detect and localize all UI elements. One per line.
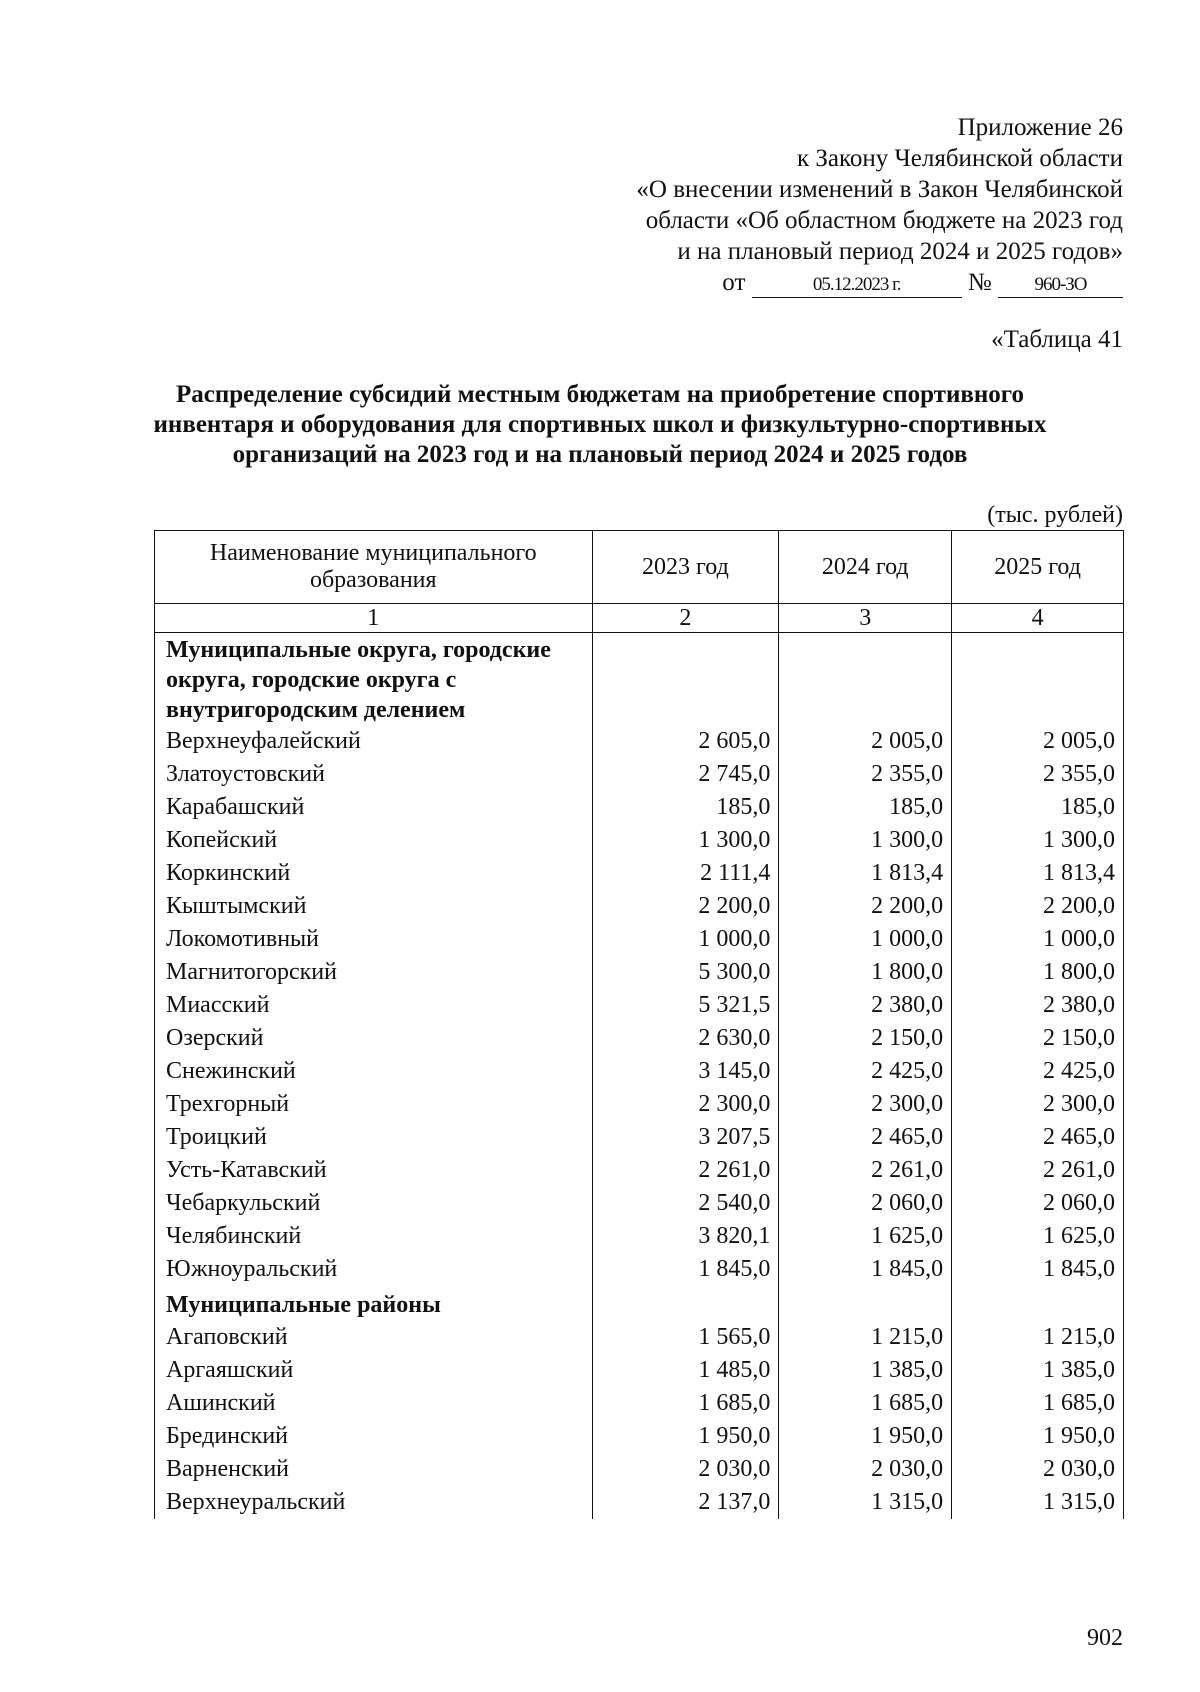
units-label: (тыс. рублей) (987, 502, 1123, 528)
amount-cell: 2 261,0 (592, 1154, 779, 1187)
annex-line: и на плановый период 2024 и 2025 годов» (677, 238, 1123, 265)
column-number: 3 (779, 604, 952, 633)
date-prefix: от (722, 269, 746, 296)
amount-cell: 2 465,0 (952, 1121, 1124, 1154)
municipality-name: Карабашский (155, 791, 593, 824)
table-row (155, 890, 1124, 923)
subsidy-table (154, 530, 1124, 1519)
table-body (155, 633, 1124, 1520)
table-row (155, 857, 1124, 890)
amount-cell: 2 425,0 (952, 1055, 1124, 1088)
amount-cell: 2 261,0 (952, 1154, 1124, 1187)
amount-cell: 1 215,0 (952, 1321, 1124, 1354)
header-2024: 2024 год (779, 531, 952, 604)
column-number: 1 (155, 604, 593, 633)
law-date-number (636, 267, 1123, 298)
number-sign: № (967, 269, 992, 296)
table-row (155, 1220, 1124, 1253)
amount-cell: 2 465,0 (779, 1121, 952, 1154)
table-row (155, 758, 1124, 791)
table-row (155, 1453, 1124, 1486)
table-row (155, 1321, 1124, 1354)
header-row (155, 531, 1124, 604)
municipality-name: Златоустовский (155, 758, 593, 791)
table-row (155, 824, 1124, 857)
table-row (155, 1387, 1124, 1420)
amount-cell: 185,0 (592, 791, 779, 824)
amount-cell: 2 380,0 (779, 989, 952, 1022)
amount-cell: 2 630,0 (592, 1022, 779, 1055)
municipality-name: Аргаяшский (155, 1354, 593, 1387)
municipality-name: Южноуральский (155, 1253, 593, 1286)
table-row (155, 956, 1124, 989)
amount-cell: 2 300,0 (779, 1088, 952, 1121)
amount-cell: 3 820,1 (592, 1220, 779, 1253)
amount-cell: 1 845,0 (779, 1253, 952, 1286)
amount-cell: 2 745,0 (592, 758, 779, 791)
annex-line: к Закону Челябинской области (797, 145, 1123, 172)
table-row (155, 1154, 1124, 1187)
amount-cell: 1 685,0 (779, 1387, 952, 1420)
empty-cell (952, 633, 1124, 726)
amount-cell: 2 200,0 (592, 890, 779, 923)
amount-cell: 185,0 (952, 791, 1124, 824)
amount-cell: 1 950,0 (592, 1420, 779, 1453)
amount-cell: 1 565,0 (592, 1321, 779, 1354)
table-row (155, 1055, 1124, 1088)
column-number: 2 (592, 604, 779, 633)
municipality-name: Озерский (155, 1022, 593, 1055)
title-line: организаций на 2023 год и на плановый период 2024 и 2025 годов (232, 441, 968, 468)
document-title (100, 380, 1100, 470)
amount-cell: 1 000,0 (592, 923, 779, 956)
header-2025: 2025 год (952, 531, 1124, 604)
amount-cell: 2 540,0 (592, 1187, 779, 1220)
table-row (155, 1253, 1124, 1286)
municipality-name: Агаповский (155, 1321, 593, 1354)
municipality-name: Брединский (155, 1420, 593, 1453)
amount-cell: 1 813,4 (952, 857, 1124, 890)
empty-cell (779, 1286, 952, 1321)
amount-cell: 1 000,0 (952, 923, 1124, 956)
amount-cell: 1 845,0 (592, 1253, 779, 1286)
amount-cell: 1 315,0 (952, 1486, 1124, 1519)
amount-cell: 2 355,0 (779, 758, 952, 791)
amount-cell: 2 380,0 (952, 989, 1124, 1022)
amount-cell: 1 800,0 (952, 956, 1124, 989)
municipality-name: Варненский (155, 1453, 593, 1486)
header-2023: 2023 год (592, 531, 779, 604)
law-date: 05.12.2023 г. (752, 273, 962, 298)
section-title: Муниципальные округа, городские округа, городские округа с внутригородским делением (155, 633, 593, 726)
municipality-name: Челябинский (155, 1220, 593, 1253)
table-row (155, 1022, 1124, 1055)
section-row (155, 1286, 1124, 1321)
table-row (155, 1121, 1124, 1154)
municipality-name: Коркинский (155, 857, 593, 890)
municipality-name: Усть-Катавский (155, 1154, 593, 1187)
amount-cell: 2 005,0 (779, 725, 952, 758)
amount-cell: 5 321,5 (592, 989, 779, 1022)
amount-cell: 1 950,0 (952, 1420, 1124, 1453)
table-row (155, 1420, 1124, 1453)
empty-cell (592, 1286, 779, 1321)
amount-cell: 3 145,0 (592, 1055, 779, 1088)
amount-cell: 1 215,0 (779, 1321, 952, 1354)
empty-cell (952, 1286, 1124, 1321)
amount-cell: 1 800,0 (779, 956, 952, 989)
table-label: «Таблица 41 (991, 326, 1123, 353)
empty-cell (592, 633, 779, 726)
municipality-name: Локомотивный (155, 923, 593, 956)
amount-cell: 2 150,0 (952, 1022, 1124, 1055)
table-row (155, 1088, 1124, 1121)
annex-header (636, 112, 1123, 298)
municipality-name: Верхнеуральский (155, 1486, 593, 1519)
page-number: 902 (1087, 1625, 1123, 1651)
amount-cell: 1 485,0 (592, 1354, 779, 1387)
amount-cell: 2 150,0 (779, 1022, 952, 1055)
table-row (155, 989, 1124, 1022)
amount-cell: 1 315,0 (779, 1486, 952, 1519)
amount-cell: 1 300,0 (779, 824, 952, 857)
amount-cell: 1 813,4 (779, 857, 952, 890)
amount-cell: 5 300,0 (592, 956, 779, 989)
table-row (155, 725, 1124, 758)
column-number-row (155, 604, 1124, 633)
amount-cell: 2 355,0 (952, 758, 1124, 791)
amount-cell: 3 207,5 (592, 1121, 779, 1154)
table-row (155, 1486, 1124, 1519)
amount-cell: 1 300,0 (592, 824, 779, 857)
table-row (155, 791, 1124, 824)
amount-cell: 1 685,0 (952, 1387, 1124, 1420)
law-number: 960-ЗО (998, 273, 1123, 298)
table-row (155, 1187, 1124, 1220)
amount-cell: 2 060,0 (779, 1187, 952, 1220)
amount-cell: 2 005,0 (952, 725, 1124, 758)
column-number: 4 (952, 604, 1124, 633)
amount-cell: 1 625,0 (779, 1220, 952, 1253)
municipality-name: Кыштымский (155, 890, 593, 923)
amount-cell: 1 950,0 (779, 1420, 952, 1453)
municipality-name: Верхнеуфалейский (155, 725, 593, 758)
annex-line: «О внесении изменений в Закон Челябинской (636, 176, 1123, 203)
amount-cell: 2 137,0 (592, 1486, 779, 1519)
amount-cell: 2 030,0 (779, 1453, 952, 1486)
municipality-name: Троицкий (155, 1121, 593, 1154)
table-row (155, 1354, 1124, 1387)
municipality-name: Миасский (155, 989, 593, 1022)
amount-cell: 2 030,0 (952, 1453, 1124, 1486)
amount-cell: 1 845,0 (952, 1253, 1124, 1286)
amount-cell: 1 385,0 (952, 1354, 1124, 1387)
section-row (155, 633, 1124, 726)
header-municipality: Наименование муниципального образования (155, 531, 593, 604)
amount-cell: 2 030,0 (592, 1453, 779, 1486)
title-line: инвентаря и оборудования для спортивных школ и физкультурно-спортивных (153, 411, 1047, 438)
amount-cell: 2 300,0 (592, 1088, 779, 1121)
amount-cell: 2 261,0 (779, 1154, 952, 1187)
amount-cell: 1 385,0 (779, 1354, 952, 1387)
amount-cell: 2 425,0 (779, 1055, 952, 1088)
amount-cell: 2 111,4 (592, 857, 779, 890)
municipality-name: Магнитогорский (155, 956, 593, 989)
municipality-name: Копейский (155, 824, 593, 857)
table-row (155, 923, 1124, 956)
empty-cell (779, 633, 952, 726)
amount-cell: 2 605,0 (592, 725, 779, 758)
municipality-name: Ашинский (155, 1387, 593, 1420)
amount-cell: 2 200,0 (779, 890, 952, 923)
municipality-name: Чебаркульский (155, 1187, 593, 1220)
section-title: Муниципальные районы (155, 1286, 593, 1321)
amount-cell: 1 685,0 (592, 1387, 779, 1420)
municipality-name: Снежинский (155, 1055, 593, 1088)
annex-line: области «Об областном бюджете на 2023 год (645, 207, 1123, 234)
amount-cell: 1 625,0 (952, 1220, 1124, 1253)
amount-cell: 185,0 (779, 791, 952, 824)
amount-cell: 2 300,0 (952, 1088, 1124, 1121)
amount-cell: 1 000,0 (779, 923, 952, 956)
annex-line: Приложение 26 (957, 114, 1123, 141)
title-line: Распределение субсидий местным бюджетам на приобретение спортивного (176, 381, 1024, 408)
amount-cell: 1 300,0 (952, 824, 1124, 857)
amount-cell: 2 060,0 (952, 1187, 1124, 1220)
municipality-name: Трехгорный (155, 1088, 593, 1121)
amount-cell: 2 200,0 (952, 890, 1124, 923)
